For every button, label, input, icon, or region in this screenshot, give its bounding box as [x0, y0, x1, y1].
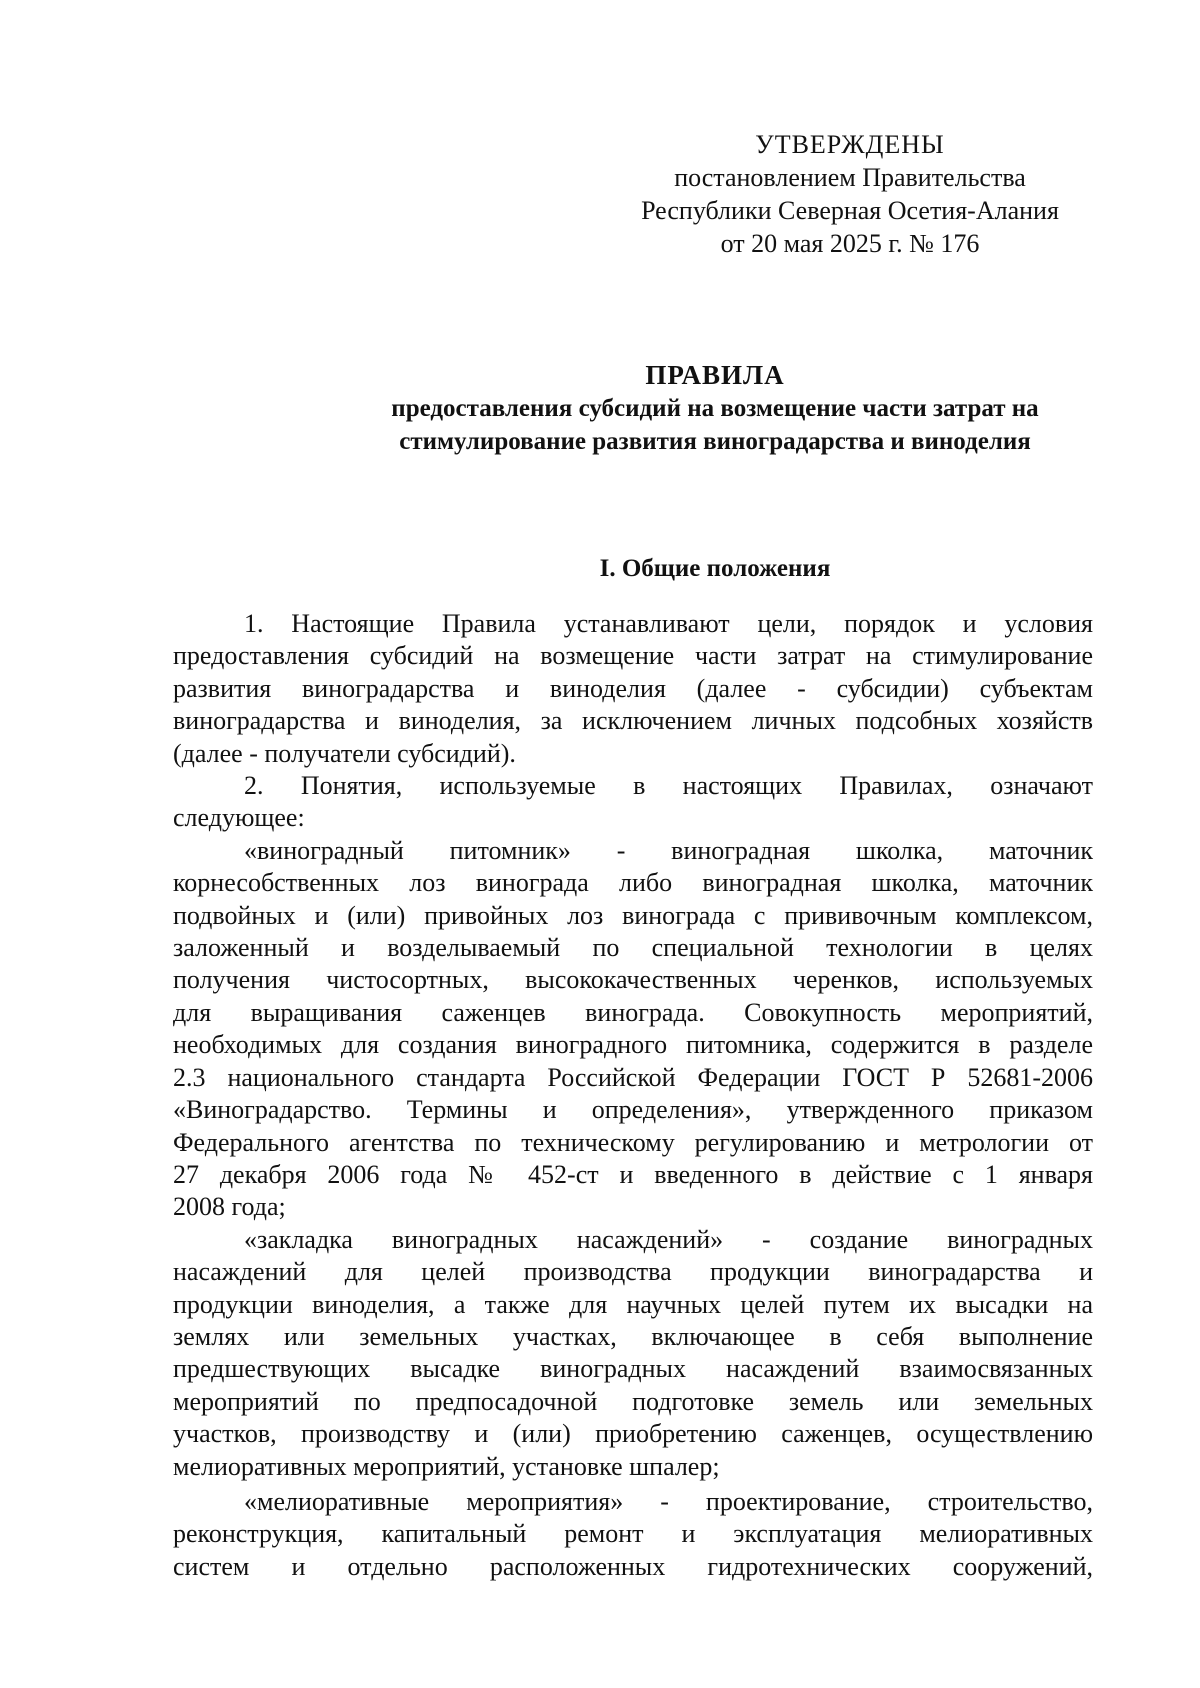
paragraph-line: продукции виноделия, а также для научных целей путем их высадки на — [173, 1289, 1093, 1319]
approval-line-3: от 20 мая 2025 г. № 176 — [720, 229, 980, 258]
paragraph — [173, 1224, 1093, 1483]
paragraph-line: 2.3 национального стандарта Российской Федерации ГОСТ Р 52681-2006 — [173, 1062, 1093, 1092]
paragraph-line: Федерального агентства по техническому регулированию и метрологии от — [173, 1127, 1093, 1157]
paragraph-line: насаждений для целей производства продукции виноградарства и — [173, 1257, 1093, 1287]
paragraph-line: мелиоративных мероприятий, установке шпалер; — [173, 1451, 720, 1481]
paragraph-line: «мелиоративные мероприятия» - проектирование, строительство, — [244, 1486, 1093, 1516]
paragraph-line: 1. Настоящие Правила устанавливают цели, порядок и условия — [244, 609, 1093, 638]
approval-line-1: постановлением Правительства — [674, 163, 1026, 192]
approval-heading: УТВЕРЖДЕНЫ — [755, 130, 945, 159]
paragraph — [173, 770, 1093, 835]
paragraph — [173, 608, 1093, 770]
paragraph-line: подвойных и (или) привойных лоз винограда с прививочным комплексом, — [173, 900, 1093, 930]
paragraph-line: получения чистосортных, высококачественных черенков, используемых — [173, 965, 1093, 995]
document-subtitle — [160, 392, 1200, 458]
section-heading: I. Общие положения — [599, 555, 831, 582]
document-title: ПРАВИЛА — [645, 360, 785, 390]
paragraph-line: 2008 года; — [173, 1192, 286, 1222]
paragraph-line: развития виноградарства и виноделия (далее - субсидии) субъектам — [173, 673, 1093, 703]
paragraph-line: землях или земельных участках, включающее в себя выполнение — [173, 1321, 1093, 1351]
paragraph-line: корнесобственных лоз винограда либо виноградная школка, маточник — [173, 868, 1093, 898]
paragraph-line: реконструкция, капитальный ремонт и эксплуатация мелиоративных — [173, 1519, 1093, 1549]
paragraph-line: «Виноградарство. Термины и определения», утвержденного приказом — [173, 1095, 1093, 1125]
paragraph-line: «закладка виноградных насаждений» - создание виноградных — [244, 1224, 1093, 1254]
paragraph-line: мероприятий по предпосадочной подготовке земель или земельных — [173, 1386, 1093, 1416]
paragraph-line: следующее: — [173, 803, 305, 833]
paragraph — [173, 1486, 1093, 1583]
paragraph-line: 2. Понятия, используемые в настоящих Правилах, означают — [244, 771, 1093, 801]
paragraph-line: участков, производству и (или) приобретению саженцев, осуществлению — [173, 1419, 1093, 1449]
paragraph-line: (далее - получатели субсидий). — [173, 738, 516, 768]
paragraph-line: «виноградный питомник» - виноградная школка, маточник — [244, 835, 1093, 865]
paragraph-line: 27 декабря 2006 года № 452-ст и введенного в действие с 1 января — [173, 1159, 1093, 1189]
subtitle-line-1: предоставления субсидий на возмещение части затрат на — [391, 395, 1039, 422]
paragraph-line: заложенный и возделываемый по специальной технологии в целях — [173, 933, 1093, 963]
subtitle-line-2: стимулирование развития виноградарства и виноделия — [399, 428, 1031, 455]
paragraph-line: виноградарства и виноделия, за исключением личных подсобных хозяйств — [173, 706, 1093, 736]
document-body — [173, 608, 1093, 1583]
paragraph-line: для выращивания саженцев винограда. Совокупность мероприятий, — [173, 997, 1093, 1027]
approval-line-2: Республики Северная Осетия-Алания — [641, 196, 1059, 225]
paragraph-line: необходимых для создания виноградного питомника, содержится в разделе — [173, 1030, 1093, 1060]
approval-stamp — [590, 128, 1110, 260]
paragraph-line: предоставления субсидий на возмещение части затрат на стимулирование — [173, 641, 1093, 671]
paragraph — [173, 835, 1093, 1224]
paragraph-line: систем и отдельно расположенных гидротехнических сооружений, — [173, 1551, 1093, 1581]
paragraph-line: предшествующих высадке виноградных насаждений взаимосвязанных — [173, 1354, 1093, 1384]
